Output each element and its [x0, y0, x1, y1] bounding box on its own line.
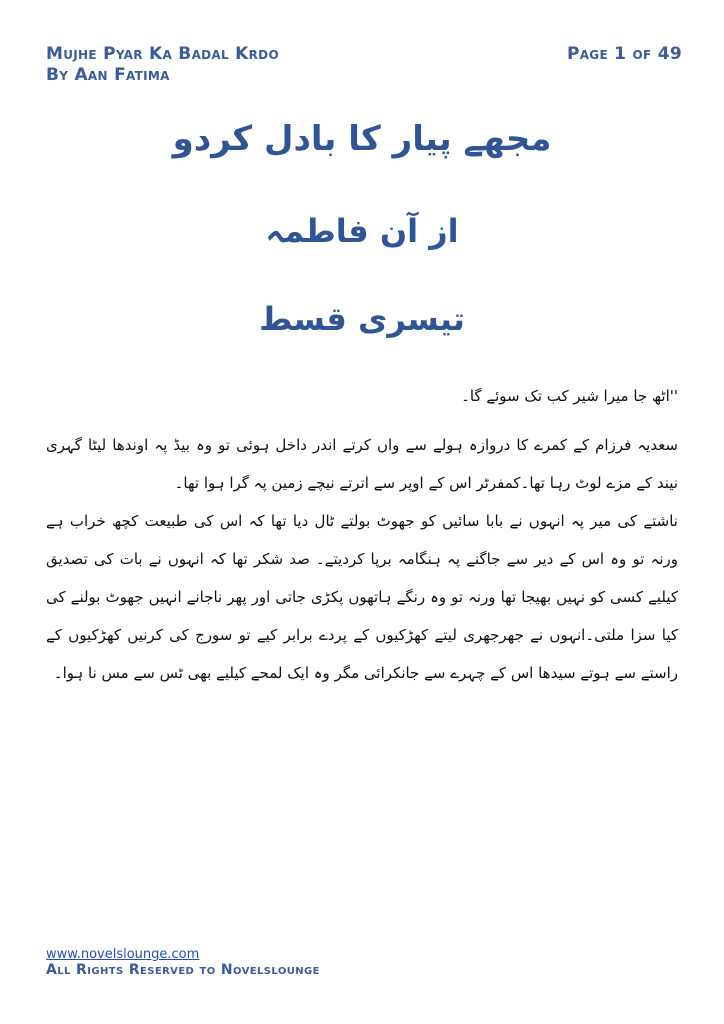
header-left	[46, 44, 279, 86]
paragraph-2: ناشتے کی میر پہ انہوں نے بابا سائیں کو جھوٹ بولتے ٹال دیا تھا کہ اس کی طبیعت کچھ خراب ہے ورنہ تو وہ اس کے دیر سے جاگنے پہ ہنگامہ برپا کردیتے۔ صد شکر تھا کہ انہوں نے بات کی تصدیق کیلیے کسی کو نہیں بھیجا تھا ورنہ تو وہ رنگے ہاتھوں پکڑی جاتی اور پھر ناجانے انہیں جھوٹ بولنے کی کیا سزا ملتی۔انہوں نے جھرجھری لیتے کھڑکیوں کے پردے برابر کیے تو سورج کی کرنیں کھڑکیوں کے راستے سے ہوتے سیدھا اس کے چہرے سے جانکرائی مگر وہ ایک لمحے کیلیے بھی ٹس سے مس نا ہوا۔	[46, 512, 678, 682]
header-page-number: Page 1 of 49	[566, 44, 682, 64]
story-body	[46, 378, 678, 692]
header-author: By Aan Fatima	[46, 65, 170, 85]
website-link[interactable]: www.novelslounge.com	[46, 947, 200, 962]
opening-line: ''اٹھ جا میرا شیر کب تک سوئے گا۔	[461, 387, 678, 405]
episode-title: تیسری قسط	[259, 300, 465, 338]
author-title: از آن فاطمہ	[265, 212, 459, 250]
novel-title: مجھے پیار کا بادل کردو	[172, 119, 552, 159]
paragraph-1: سعدیہ فرزام کے کمرے کا دروازہ ہولے سے واں کرتے اندر داخل ہوئی تو وہ بیڈ پہ اوندھا لیٹا گہری نیند کے مزے لوٹ رہا تھا۔کمفرٹر اس کے اوپر سے اترتے نیچے زمین پہ گرا ہوا تھا۔	[46, 436, 678, 492]
header-novel-title: Mujhe Pyar Ka Badal Krdo	[46, 44, 279, 64]
rights-notice: All Rights Reserved to Novelslounge	[46, 962, 320, 978]
